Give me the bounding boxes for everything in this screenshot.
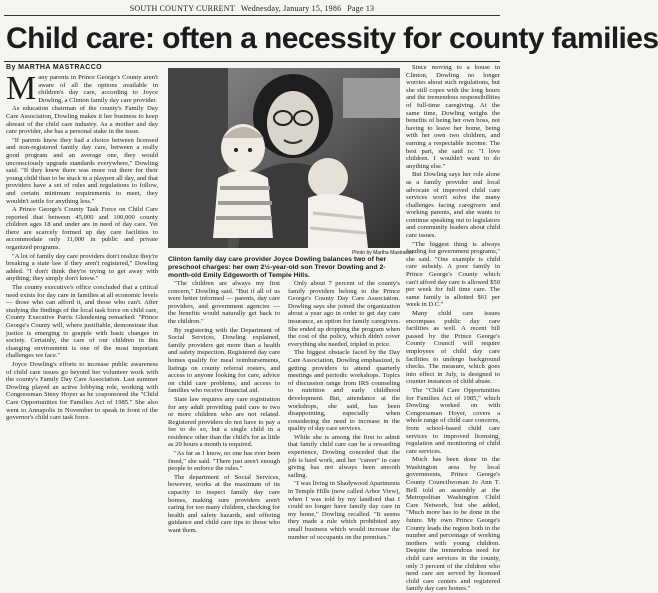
paragraph: Since moving to a house in Clinton, Dowling no longer worries about such regulations, but she still copes with the long hours and the tremendous responsibilities of full-time caregiving. At the same time, Dowling weighs the benefits of being her own boss, not having to leave her home, being with her own two children, and earning a respectable income. The best part, she said is: "I love children. I wouldn't want to do anything else."	[406, 64, 500, 170]
paragraph: "I was living in Shadywood Apartments in Temple Hills (now called Arbor View), when I was told by my landlord that I could no longer have family day care in my home," Dowling recalled. "It seems they made a rule which prohibited any small business which would increase the number of occupants on the premises."	[288, 480, 400, 541]
paragraph: The biggest obstacle faced by the Day Care Association, Dowling emphasized, is getting providers to attend quarterly meetings and periodic workshops. Topics of discussion range from IRS counseling to nutrition and early childhood development. But, attendance at the workshops, she said, has been disappointing, especially when considering the need to increase in the quality of day care services.	[288, 349, 400, 433]
paragraph: "If parents knew they had a choice between licensed and non-registered family day care, between a really good program and an average one, they would unconsciously upgrade standards everywhere," Dowling said. "If they knew there was more out there for their young child than to be stuck in a playpen all day, and that providers have a set of rules and regulations to follow, and certain minimum requirements to meet, they wouldn't settle for anything less."	[6, 136, 158, 205]
paragraph: Many child care issues encompass public day care facilities as well. A recent bill passed by the Prince George's County Council will require employees of child day care facilities to undergo background checks. The measure, which goes into effect in July, is designed to counter instances of child abuse.	[406, 310, 500, 386]
header-rule	[4, 15, 500, 16]
paragraph: "The children are always my first concern," Dowling said. "But if all of us were better informed — parents, day care providers, and government agencies — the benefits would naturally get back to the children."	[168, 280, 280, 325]
byline: By MARTHA MASTRACCO	[6, 64, 103, 71]
photo-caption: Clinton family day care provider Joyce Dowling balances two of her preschool charges: her own 2½-year-old son Trevor Dowling and 2-month-old Emily Edgeworth of Temple Hills.	[168, 256, 387, 279]
page-number: Page 13	[347, 4, 375, 13]
paragraph: Much has been done in the Washington area by local governments, Prince George's County Councilwoman Jo Ann T. Bell told an assembly at the Metropolitan Washington Child Care Network, but she added, "Much more has to be done in the future. My own Prince George's County leads the region both in the number and percentage of working mothers with young children. Despite the tremendous need for child care services in the county, only 3 percent of the children who need care are served by licensed child care centers and registered family day care homes."	[406, 456, 500, 593]
paragraph: "A lot of family day care providers don't realize they're breaking a state law if they aren't registered," Dowling added. "I don't think they're trying to get away with anything; they simply don't know."	[6, 252, 158, 283]
article-column-4	[406, 64, 500, 593]
paper-name: SOUTH COUNTY CURRENT	[129, 4, 235, 13]
headline-rule	[4, 61, 500, 62]
lead-paragraph	[6, 70, 158, 107]
paragraph: As education chairman of the county's Family Day Care Association, Dowling makes it her business to keep abreast of the child care industry. As a mother and day care provider, she has a personal stake in the issue.	[6, 105, 158, 136]
paragraph: Joyce Dowling's efforts to increase public awareness of child care issues go beyond her volunteer work with the county's Family Day Care Association. Last summer Dowling played an active lobbying role, working with Congressman Steny Hoyer as he cosponsored the "Child Care Opportunities for Families Act of 1985." She also went to Annapolis in November to speak in front of the governor's child care task force.	[6, 360, 158, 422]
paragraph: The county executive's office concluded that a critical need exists for day care in families at all economic levels — those who can afford it, and those who can't. After studying the findings of the local task force on child care, County Executive Parris Glendening remarked: "Prince George's County will, where justifiable, demonstrate that justice is emerging to grapple with basic changes in society. Certainly, the care of our children in this changing environment is one of the most important challenges we face."	[6, 284, 158, 360]
paragraph: A Prince George's County Task Force on Child Care reported that between 45,000 and 100,000 county children ages 18 and under are in need of day care. Yet there are scarcely formed up day care facilities to accommodate only 11,000 in public and private organized programs.	[6, 206, 158, 252]
article-column-2	[168, 280, 280, 564]
paragraph: State law requires any care registration for any adult providing paid care to two or more children who are not related. Registered providers do not have to pay a fee to do so, but a single child in a residence other than the child's for as little as 20 hours a month is required.	[168, 395, 280, 449]
photo-credit: Photo by Martha Mastracco	[352, 250, 414, 256]
paragraph: Only about 7 percent of the county's family providers belong to the Prince George's County Day Care Association. Dowling says she joined the organization about a year ago in order to get day care insurance, an option for family caregivers. She ended up dropping the program when the cost of the policy, which didn't cover everything she needed, tripled in price.	[288, 280, 400, 348]
lead-text: any parents in Prince George's County aren't aware of all the options available in children's day care, according to Joyce Dowling, a Clinton family day care provider.	[38, 74, 158, 104]
paragraph: The "Child Care Opportunities for Families Act of 1985," which Dowling worked on with Congressman Hoyer, covers a whole range of child care concerns, from school-based child care services to improved licensing, regulation and monitoring of child care services.	[406, 386, 500, 455]
drop-cap: M	[6, 70, 37, 107]
issue-date: Wednesday, January 15, 1986	[240, 4, 342, 13]
paragraph: "As far as I know, no one has ever been fined," she said. "There just aren't enough people to enforce the rules."	[168, 450, 280, 473]
photo	[168, 68, 400, 248]
paragraph: The department of Social Services, however, works at the maximum of its capacity to inspect family day care homes, making sure providers aren't caring for too many children, checking for health and safety hazards, and offering guidance and child care tips to those who want them.	[168, 473, 280, 534]
paragraph: By registering with the Department of Social Services, Dowling explained, family providers get more than a health and safety inspection. Registered day care homes qualify for meal reimbursements, listings on county referral rosters, and access to anyone looking for care, advice on child care problems, and access to families who receive financial aid.	[168, 326, 280, 395]
paragraph: But Dowling says her role alone as a family provider and local advocate of improved child care services won't solve the many challenges facing caregivers and working parents, and she wants to continue speaking out to legislators and community leaders about child care issues.	[406, 171, 500, 240]
headline: Child care: often a necessity for county families	[6, 22, 658, 55]
photo-image	[168, 68, 400, 248]
paragraph: While she is among the first to admit that family child care can be a rewarding experience, Dowling conceded that the job is hard work, and her "career" in care giving has not always been smooth sailing.	[288, 433, 400, 479]
article-column-1	[6, 70, 158, 564]
paragraph: "The biggest thing is always funding for government programs," she said. "One example is child care subsidy. A poor family in Prince George's County which can't afford day care is allowed $50 per week for full time care. The same family is allotted $61 per week in D.C."	[406, 240, 500, 309]
article-column-3	[288, 280, 400, 564]
